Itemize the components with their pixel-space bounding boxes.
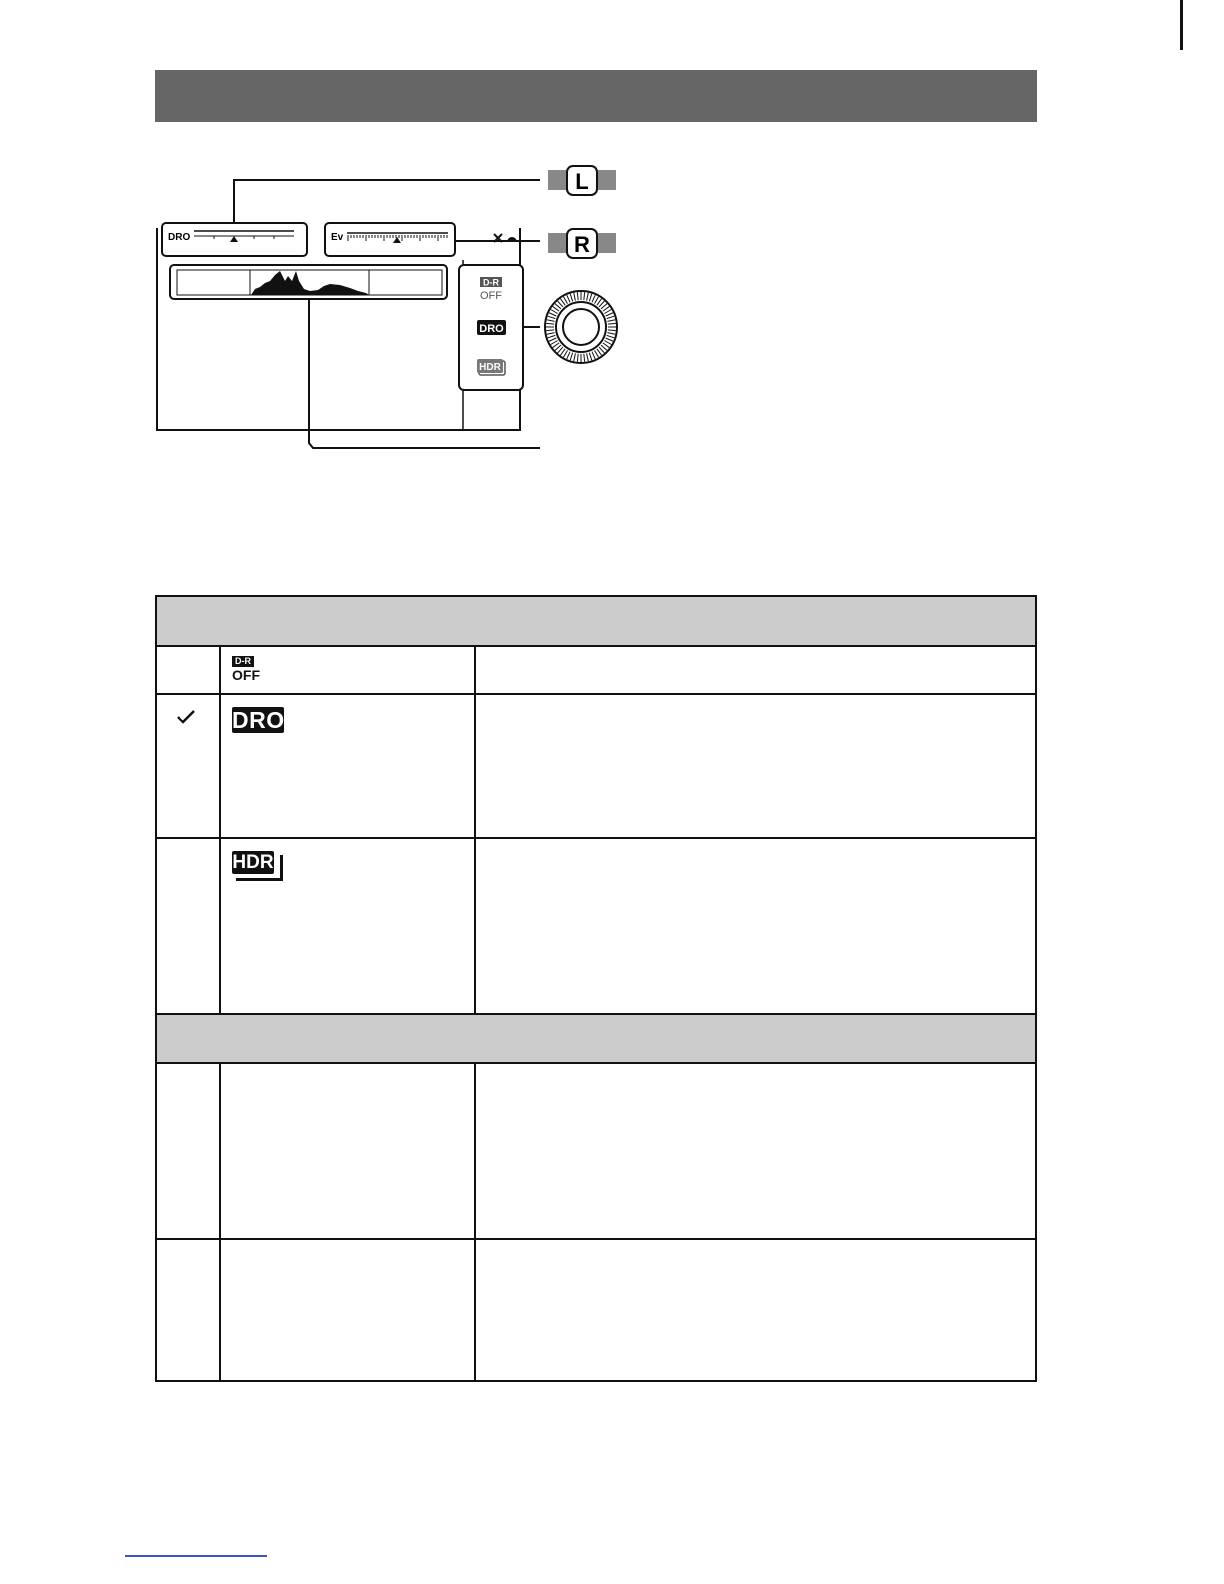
row-dro-check-cell [157, 695, 219, 837]
options-table [155, 595, 1037, 1382]
ev-level-slider[interactable] [325, 223, 455, 256]
dro-level-slider[interactable] [162, 223, 307, 256]
footer-link-underline [125, 1555, 267, 1557]
section-header-1 [157, 597, 1035, 645]
histogram [170, 265, 447, 299]
section-header-2 [157, 1015, 1035, 1062]
dr-off-icon-bottom: OFF [480, 290, 502, 302]
dro-icon: DRO [232, 707, 285, 733]
dr-off-icon-top: D-R [483, 277, 499, 288]
dro-slider-label: DRO [168, 232, 191, 243]
left-control-dial[interactable] [547, 166, 617, 195]
hdr-icon: HDR [232, 851, 282, 881]
dro-icon: DRO [479, 323, 504, 335]
camera-screen-diagram [0, 0, 1224, 470]
ev-slider-label: Ev [331, 232, 344, 243]
control-wheel[interactable] [545, 291, 617, 363]
row-dr-off-icon-cell [219, 646, 474, 694]
right-control-dial[interactable] [547, 229, 617, 258]
row-dro-icon-cell [219, 695, 474, 837]
row-hdr-icon-cell [219, 839, 474, 1013]
dial-letter-l: L [575, 169, 589, 194]
dr-off-icon: D-R OFF [232, 656, 260, 683]
hdr-icon: HDR [479, 362, 501, 373]
checkmark-icon [177, 709, 195, 725]
dynamic-range-options[interactable] [459, 265, 523, 390]
dial-letter-r: R [574, 232, 590, 257]
